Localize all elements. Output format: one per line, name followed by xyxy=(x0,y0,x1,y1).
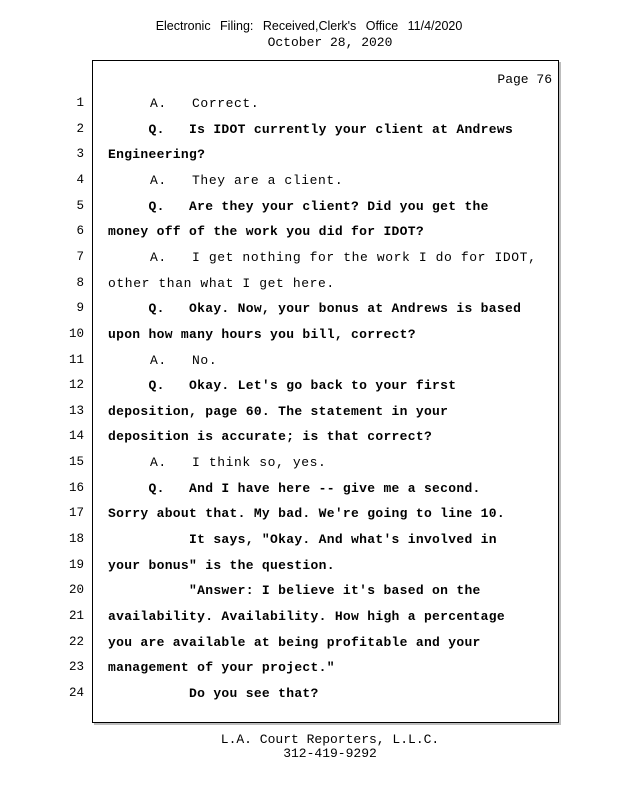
transcript-date: October 28, 2020 xyxy=(267,35,393,50)
line-number: 4 xyxy=(76,173,84,187)
line-number: 9 xyxy=(76,301,84,315)
line-number: 19 xyxy=(68,558,84,572)
transcript-line: management of your project." xyxy=(108,660,335,675)
transcript-line: availability. Availability. How high a percentage xyxy=(108,609,505,624)
transcript-line: deposition, page 60. The statement in your xyxy=(108,404,449,419)
line-number: 13 xyxy=(68,404,84,418)
line-number: 17 xyxy=(68,506,84,520)
line-number: 11 xyxy=(68,353,84,367)
transcript-line: Engineering? xyxy=(108,147,206,162)
transcript-line: Q. And I have here -- give me a second. xyxy=(108,481,481,496)
transcript-line: A. No. xyxy=(108,353,218,368)
transcript-line: It says, "Okay. And what's involved in xyxy=(108,532,497,547)
transcript-line: Q. Is IDOT currently your client at Andrews xyxy=(108,122,514,137)
transcript-line: other than what I get here. xyxy=(108,276,335,291)
transcript-line: money off of the work you did for IDOT? xyxy=(108,224,424,239)
line-number: 10 xyxy=(68,327,84,341)
line-number: 3 xyxy=(76,147,84,161)
transcript-line: Q. Okay. Now, your bonus at Andrews is based xyxy=(108,301,522,316)
transcript-line: A. I think so, yes. xyxy=(108,455,327,470)
transcript-line: Q. Okay. Let's go back to your first xyxy=(108,378,457,393)
line-number: 24 xyxy=(68,686,84,700)
reporter-company: L.A. Court Reporters, L.L.C. xyxy=(220,732,440,747)
transcript-line: you are available at being profitable and your xyxy=(108,635,481,650)
transcript-line: A. I get nothing for the work I do for IDOT, xyxy=(108,250,537,265)
filing-stamp: Electronic Filing: Received,Clerk's Office 11/4/2020 xyxy=(155,19,463,33)
transcript-line: upon how many hours you bill, correct? xyxy=(108,327,416,342)
line-number: 22 xyxy=(68,635,84,649)
line-number: 18 xyxy=(68,532,84,546)
reporter-phone: 312-419-9292 xyxy=(283,746,377,761)
page-number: Page 76 xyxy=(497,72,552,87)
transcript-line: Q. Are they your client? Did you get the xyxy=(108,199,489,214)
line-number: 6 xyxy=(76,224,84,238)
transcript-line: your bonus" is the question. xyxy=(108,558,335,573)
line-number: 20 xyxy=(68,583,84,597)
transcript-line: A. Correct. xyxy=(108,96,260,111)
line-number: 15 xyxy=(68,455,84,469)
transcript-line: Do you see that? xyxy=(108,686,319,701)
footer xyxy=(0,733,618,761)
line-number: 16 xyxy=(68,481,84,495)
transcript-line: "Answer: I believe it's based on the xyxy=(108,583,481,598)
line-number: 14 xyxy=(68,429,84,443)
transcript-line: A. They are a client. xyxy=(108,173,344,188)
line-number: 7 xyxy=(76,250,84,264)
line-number: 12 xyxy=(68,378,84,392)
line-number: 5 xyxy=(76,199,84,213)
line-number: 1 xyxy=(76,96,84,110)
transcript-line: deposition is accurate; is that correct? xyxy=(108,429,433,444)
line-number: 23 xyxy=(68,660,84,674)
line-number: 2 xyxy=(76,122,84,136)
transcript-line: Sorry about that. My bad. We're going to line 10. xyxy=(108,506,505,521)
line-number: 21 xyxy=(68,609,84,623)
line-number: 8 xyxy=(76,276,84,290)
